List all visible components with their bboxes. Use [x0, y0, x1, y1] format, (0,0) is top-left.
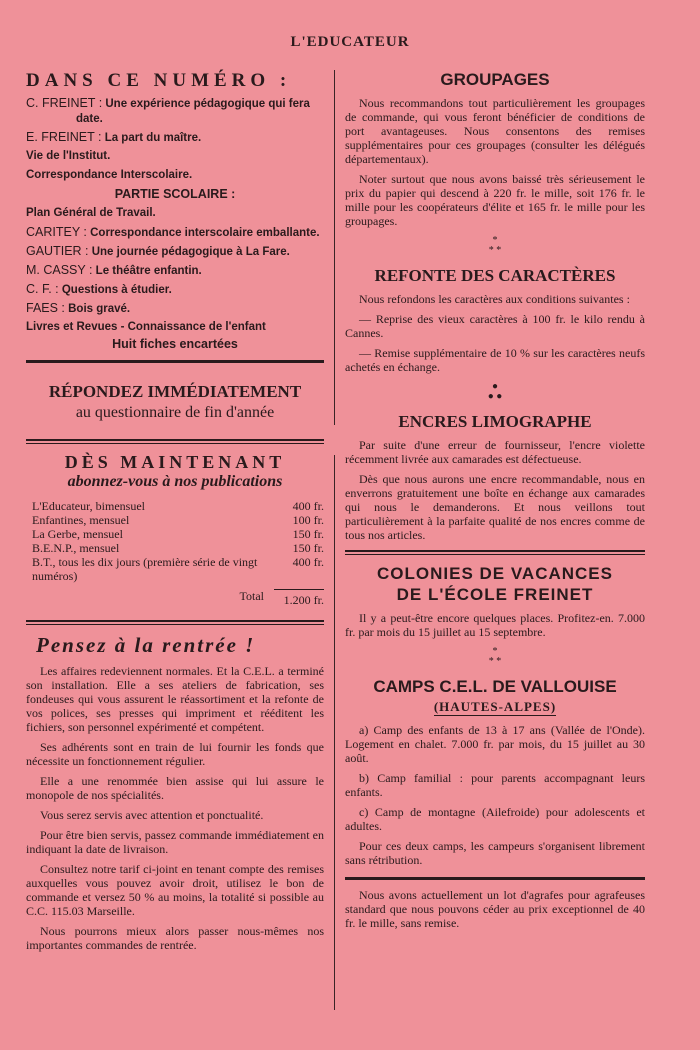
refonte-title: REFONTE DES CARACTÈRES — [374, 266, 616, 285]
right-column — [345, 66, 645, 936]
article-paragraph: Consultez notre tarif ci-joint en tenant compte des remises auxquelles vous pouvez avoir droit, utilisez le bon de commande et versez 50 % au moins, la totalité si possible au C.C. 115.03 Marseille. — [26, 862, 324, 918]
asterism-ornament: * * * — [488, 235, 502, 256]
section-divider — [26, 360, 324, 363]
groupages-title: GROUPAGES — [440, 70, 550, 89]
article-paragraph: Il y a peut-être encore quelques places. Profitez-en. 7.000 fr. par mois du 15 juillet au 15 septembre. — [345, 611, 645, 639]
dot-ornament: ● ● ● — [487, 381, 503, 402]
notice-line: RÉPONDEZ IMMÉDIATEMENT — [48, 382, 302, 401]
section-divider — [26, 620, 324, 625]
section-divider — [26, 439, 324, 444]
left-column — [26, 70, 324, 958]
article-paragraph: Par suite d'une erreur de fournisseur, l'encre violette récemment livrée aux camarades est défectueuse. — [345, 438, 645, 466]
article-title: Pensez à la rentrée ! — [36, 633, 256, 657]
toc-item: M. CASSY : Le théâtre enfantin. — [26, 263, 202, 277]
article-paragraph: Pour être bien servis, passez commande immédiatement en indiquant la date de livraison. — [26, 828, 324, 856]
price-row: L'Educateur, bimensuel 400 fr. — [32, 499, 324, 513]
article-paragraph: — Reprise des vieux caractères à 100 fr. le kilo rendu à Cannes. — [345, 312, 645, 340]
price-row: B.T., tous les dix jours (première série de vingt numéros) 400 fr. — [32, 555, 324, 583]
section-divider — [345, 877, 645, 880]
title-line: COLONIES DE VACANCES — [377, 564, 613, 583]
toc-item: Correspondance Interscolaire. — [26, 169, 193, 181]
article-paragraph: Nous recommandons tout particulièrement les groupages de commande, qui vous feront bénéficier de conditions de port avantageuses. Nous consentons des remises supplémentaires pour ces groupages (consulter les délégués départementaux). — [345, 96, 645, 166]
toc-item: Vie de l'Institut. — [26, 150, 111, 162]
asterism-ornament: * * * — [488, 646, 502, 667]
pensez-article — [26, 633, 324, 952]
article-paragraph: c) Camp de montagne (Ailefroide) pour adolescents et adultes. — [345, 805, 645, 833]
article-paragraph: Ses adhérents sont en train de lui fournir les fonds que nécessite un fonctionnement régulier. — [26, 740, 324, 768]
toc-item: E. FREINET : La part du maître. — [26, 130, 202, 144]
toc-item: FAES : Bois gravé. — [26, 301, 131, 315]
article-paragraph: a) Camp des enfants de 13 à 17 ans (Vallée de l'Onde). Logement en chalet. 7.000 fr. par mois, du 15 juillet au 30 août. — [345, 723, 645, 765]
article-paragraph: — Remise supplémentaire de 10 % sur les caractères neufs achetés en échange. — [345, 346, 645, 374]
article-paragraph: b) Camp familial : pour parents accompagnant leurs enfants. — [345, 771, 645, 799]
section-divider — [345, 550, 645, 555]
encres-title: ENCRES LIMOGRAPHE — [398, 412, 592, 431]
camps-subtitle: (HAUTES-ALPES) — [433, 699, 557, 714]
article-paragraph: Dès que nous aurons une encre recommandable, nous en enverrons gratuitement une boîte en échange aux camarades qui nous le demanderons. Et nous veillons tout particulièrement à la parfaite qualité de nos encres comme de tous nos articles. — [345, 472, 645, 542]
toc-item: Huit fiches encartées — [112, 337, 238, 351]
toc-section-heading: PARTIE SCOLAIRE : — [114, 187, 236, 201]
table-of-contents — [26, 96, 324, 352]
camps-title: CAMPS C.E.L. DE VALLOUISE — [373, 677, 617, 696]
title-line: DE L'ÉCOLE FREINET — [396, 585, 594, 604]
article-paragraph: Les affaires redeviennent normales. Et la C.E.L. a terminé son installation. Elle a ses ateliers de fabrication, ses fondeuses qui vous assurent le réassortiment et la refonte de vos polices, ses presses qui impriment et rééditent les fichiers, son personnel expérimenté et compétent. — [26, 664, 324, 734]
article-paragraph: Nous pourrons mieux alors passer nous-mêmes nos importantes commandes de rentrée. — [26, 924, 324, 952]
toc-title: DANS CE NUMÉRO : — [26, 70, 292, 91]
price-total: Total 1.200 fr. — [239, 589, 324, 607]
toc-item: Livres et Revues - Connaissance de l'enfant — [26, 321, 266, 333]
article-paragraph: Pour ces deux camps, les campeurs s'organisent librement sans rétribution. — [345, 839, 645, 867]
article-paragraph: Noter surtout que nous avons baissé très sérieusement le prix du papier qui descend à 220 fr. le mille, soit 176 fr. le mille pour les coopérateurs d'élite et 165 fr. le mille pour les groupages. — [345, 172, 645, 228]
article-paragraph: Elle a une renommée bien assise qui lui assure le monopole de nos spécialités. — [26, 774, 324, 802]
toc-item: GAUTIER : Une journée pédagogique à La Fare. — [26, 244, 290, 258]
subscription-subtitle: abonnez-vous à nos publications — [67, 473, 283, 490]
column-divider-bottom — [334, 455, 335, 1010]
subscription-title: DÈS MAINTENANT — [64, 452, 286, 472]
notice-line: au questionnaire de fin d'année — [75, 404, 275, 421]
toc-item: Plan Général de Travail. — [26, 207, 156, 219]
subscription-box — [26, 452, 324, 608]
toc-item: C. F. : Questions à étudier. — [26, 282, 172, 296]
column-divider-top — [334, 70, 335, 425]
article-paragraph: Nous refondons les caractères aux conditions suivantes : — [359, 292, 630, 306]
journal-header: L'EDUCATEUR — [290, 34, 410, 50]
price-row: B.E.N.P., mensuel 150 fr. — [32, 541, 324, 555]
price-row: Enfantines, mensuel 100 fr. — [32, 513, 324, 527]
article-paragraph: Vous serez servis avec attention et ponctualité. — [40, 808, 264, 822]
toc-item: CARITEY : Correspondance interscolaire emballante. — [26, 225, 320, 239]
article-paragraph: Nous avons actuellement un lot d'agrafes pour agrafeuses standard que nous pouvons céder au prix exceptionnel de 40 fr. le mille, sans remise. — [345, 888, 645, 930]
colonies-title — [345, 563, 645, 605]
questionnaire-notice — [26, 371, 324, 431]
price-row: La Gerbe, mensuel 150 fr. — [32, 527, 324, 541]
toc-item: C. FREINET : Une expérience pédagogique qui fera date. — [26, 96, 310, 125]
